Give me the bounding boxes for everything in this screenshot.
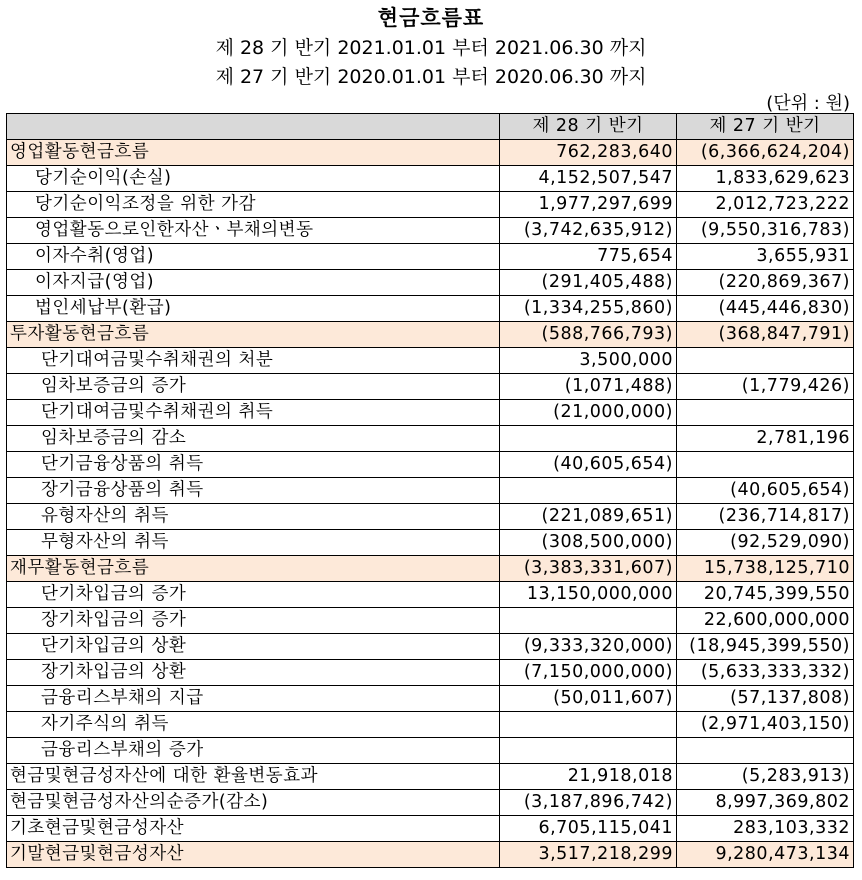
current-period-value: (21,000,000) <box>500 400 677 426</box>
current-period-value: (1,334,255,860) <box>500 296 677 322</box>
prior-period-value: (40,605,654) <box>677 478 854 504</box>
table-row <box>7 244 854 270</box>
current-period-value: (308,500,000) <box>500 530 677 556</box>
row-label: 단기대여금및수취채권의 취득 <box>7 400 500 426</box>
prior-period-value: 2,781,196 <box>677 426 854 452</box>
prior-period-value: (9,550,316,783) <box>677 218 854 244</box>
prior-period-value: (57,137,808) <box>677 686 854 712</box>
prior-period-value: (368,847,791) <box>677 322 854 348</box>
current-period-value: (3,742,635,912) <box>500 218 677 244</box>
prior-period-value: (236,714,817) <box>677 504 854 530</box>
table-row <box>7 608 854 634</box>
current-period-value <box>500 478 677 504</box>
row-label: 당기순이익조정을 위한 가감 <box>7 192 500 218</box>
prior-period-value: 20,745,399,550 <box>677 582 854 608</box>
prior-period-value: 283,103,332 <box>677 816 854 842</box>
current-period-value: (3,383,331,607) <box>500 556 677 582</box>
current-period-value: (291,405,488) <box>500 270 677 296</box>
current-period-value: 21,918,018 <box>500 764 677 790</box>
table-header-row <box>7 114 854 140</box>
period-current: 제 28 기 반기 2021.01.01 부터 2021.06.30 까지 <box>215 37 647 59</box>
prior-period-value: (1,779,426) <box>677 374 854 400</box>
prior-period-value <box>677 452 854 478</box>
table-row <box>7 374 854 400</box>
prior-period-value <box>677 738 854 764</box>
row-label: 영업활동현금흐름 <box>7 140 500 166</box>
current-period-value: 4,152,507,547 <box>500 166 677 192</box>
row-label: 임차보증금의 감소 <box>7 426 500 452</box>
table-row <box>7 296 854 322</box>
table-row <box>7 166 854 192</box>
table-row <box>7 712 854 738</box>
table-row <box>7 478 854 504</box>
row-label: 유형자산의 취득 <box>7 504 500 530</box>
table-row <box>7 504 854 530</box>
section-row <box>7 556 854 582</box>
current-period-value: (588,766,793) <box>500 322 677 348</box>
table-body <box>7 140 854 868</box>
current-period-value <box>500 608 677 634</box>
prior-period-value: (18,945,399,550) <box>677 634 854 660</box>
table-row <box>7 218 854 244</box>
header-label <box>7 114 500 140</box>
row-label: 단기금융상품의 취득 <box>7 452 500 478</box>
row-label: 이자수취(영업) <box>7 244 500 270</box>
prior-period-value: (5,633,333,332) <box>677 660 854 686</box>
unit-label: (단위 : 원) <box>766 93 850 114</box>
current-period-value <box>500 738 677 764</box>
current-period-value: (7,150,000,000) <box>500 660 677 686</box>
current-period-value: (1,071,488) <box>500 374 677 400</box>
prior-period-value: 3,655,931 <box>677 244 854 270</box>
current-period-value: 6,705,115,041 <box>500 816 677 842</box>
table-row <box>7 634 854 660</box>
period-prior: 제 27 기 반기 2020.01.01 부터 2020.06.30 까지 <box>215 66 647 88</box>
row-label: 임차보증금의 증가 <box>7 374 500 400</box>
prior-period-value: (92,529,090) <box>677 530 854 556</box>
header-prior-period: 제 27 기 반기 <box>677 114 854 140</box>
table-row <box>7 452 854 478</box>
row-label: 기말현금및현금성자산 <box>7 842 500 868</box>
current-period-value: 3,517,218,299 <box>500 842 677 868</box>
section-row <box>7 322 854 348</box>
current-period-value: 762,283,640 <box>500 140 677 166</box>
prior-period-value: 15,738,125,710 <box>677 556 854 582</box>
prior-period-value: 1,833,629,623 <box>677 166 854 192</box>
prior-period-value: 9,280,473,134 <box>677 842 854 868</box>
current-period-value: (40,605,654) <box>500 452 677 478</box>
row-label: 금융리스부채의 증가 <box>7 738 500 764</box>
row-label: 법인세납부(환급) <box>7 296 500 322</box>
prior-period-value: 2,012,723,222 <box>677 192 854 218</box>
table-row <box>7 582 854 608</box>
row-label: 재무활동현금흐름 <box>7 556 500 582</box>
row-label: 무형자산의 취득 <box>7 530 500 556</box>
current-period-value: 13,150,000,000 <box>500 582 677 608</box>
prior-period-value: 22,600,000,000 <box>677 608 854 634</box>
row-label: 투자활동현금흐름 <box>7 322 500 348</box>
table-row <box>7 192 854 218</box>
row-label: 장기차입금의 상환 <box>7 660 500 686</box>
table-row <box>7 348 854 374</box>
current-period-value: 775,654 <box>500 244 677 270</box>
table-row <box>7 790 854 816</box>
row-label: 기초현금및현금성자산 <box>7 816 500 842</box>
table-row <box>7 816 854 842</box>
prior-period-value <box>677 400 854 426</box>
row-label: 당기순이익(손실) <box>7 166 500 192</box>
row-label: 단기차입금의 증가 <box>7 582 500 608</box>
current-period-value: (221,089,651) <box>500 504 677 530</box>
section-row <box>7 842 854 868</box>
prior-period-value: (220,869,367) <box>677 270 854 296</box>
row-label: 장기금융상품의 취득 <box>7 478 500 504</box>
cash-flow-table <box>6 113 854 868</box>
row-label: 장기차입금의 증가 <box>7 608 500 634</box>
current-period-value: (9,333,320,000) <box>500 634 677 660</box>
prior-period-value <box>677 348 854 374</box>
table-row <box>7 764 854 790</box>
row-label: 금융리스부채의 지급 <box>7 686 500 712</box>
table-row <box>7 270 854 296</box>
row-label: 자기주식의 취득 <box>7 712 500 738</box>
current-period-value <box>500 426 677 452</box>
table-row <box>7 400 854 426</box>
table-row <box>7 686 854 712</box>
table-row <box>7 738 854 764</box>
prior-period-value: (445,446,830) <box>677 296 854 322</box>
row-label: 현금및현금성자산에 대한 환율변동효과 <box>7 764 500 790</box>
section-row <box>7 140 854 166</box>
header-current-period: 제 28 기 반기 <box>500 114 677 140</box>
row-label: 이자지급(영업) <box>7 270 500 296</box>
prior-period-value: 8,997,369,802 <box>677 790 854 816</box>
row-label: 현금및현금성자산의순증가(감소) <box>7 790 500 816</box>
current-period-value: (3,187,896,742) <box>500 790 677 816</box>
table-row <box>7 530 854 556</box>
row-label: 단기차입금의 상환 <box>7 634 500 660</box>
statement-title: 현금흐름표 <box>377 6 485 30</box>
prior-period-value: (5,283,913) <box>677 764 854 790</box>
table-row <box>7 426 854 452</box>
table-row <box>7 660 854 686</box>
prior-period-value: (2,971,403,150) <box>677 712 854 738</box>
row-label: 단기대여금및수취채권의 처분 <box>7 348 500 374</box>
prior-period-value: (6,366,624,204) <box>677 140 854 166</box>
current-period-value: 1,977,297,699 <box>500 192 677 218</box>
row-label: 영업활동으로인한자산ㆍ부채의변동 <box>7 218 500 244</box>
current-period-value: 3,500,000 <box>500 348 677 374</box>
current-period-value: (50,011,607) <box>500 686 677 712</box>
current-period-value <box>500 712 677 738</box>
